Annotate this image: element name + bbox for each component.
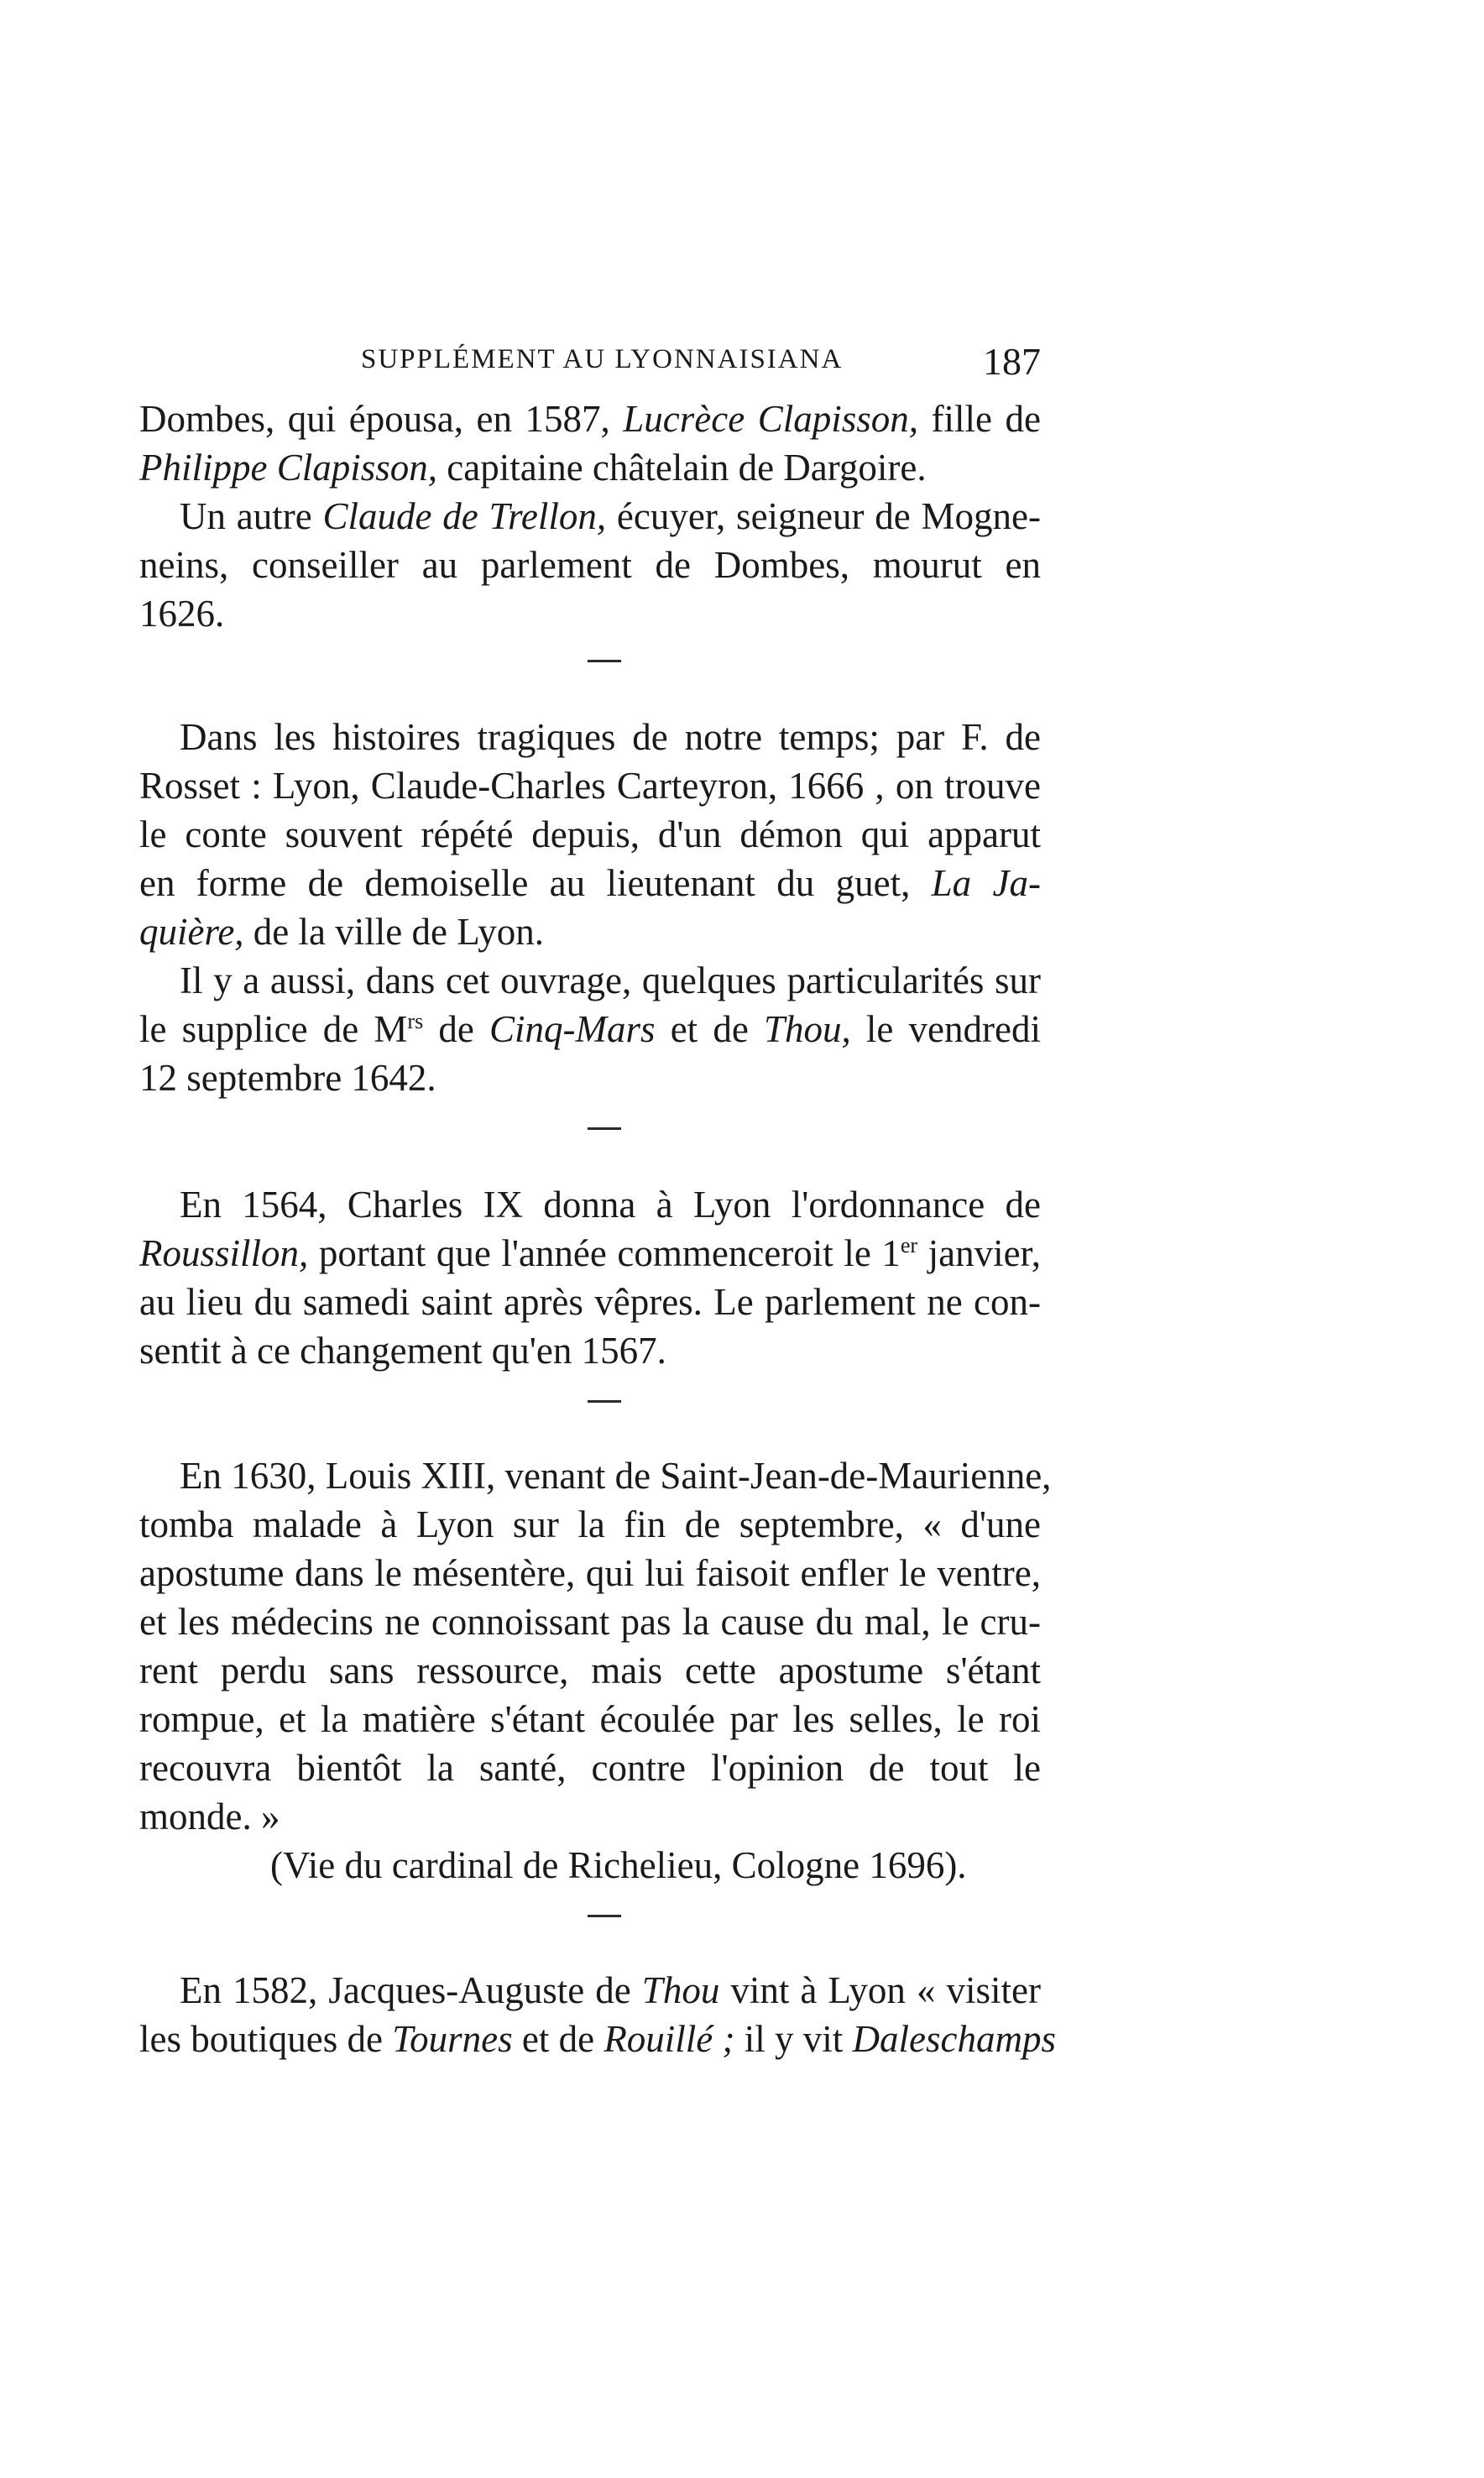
section-separator — [588, 1127, 621, 1130]
section-trellon — [139, 395, 1041, 638]
text-line: Rosset : Lyon, Claude-Charles Carteyron, 1666 , on trouve — [139, 765, 1041, 807]
text-line: 1626. — [139, 593, 225, 635]
text-line: Dombes, qui épousa, en 1587, Lucrèce Clapisson, fille de — [139, 398, 1041, 440]
text-line: les boutiques de Tournes et de Rouillé ; il y vit Daleschamps — [139, 2018, 1057, 2060]
citation: (Vie du cardinal de Richelieu, Cologne 1696). — [270, 1844, 967, 1886]
text-line: et les médecins ne connoissant pas la cause du mal, le cru- — [139, 1601, 1041, 1643]
text-line: en forme de demoiselle au lieutenant du guet, La Ja- — [139, 862, 1041, 904]
text-line: apostume dans le mésentère, qui lui faisoit enfler le ventre, — [139, 1552, 1041, 1594]
text-line: quière, de la ville de Lyon. — [139, 911, 544, 953]
page-number: 187 — [983, 340, 1041, 383]
running-head: SUPPLÉMENT AU LYONNAISIANA — [361, 344, 844, 374]
text-line: rent perdu sans ressource, mais cette apostume s'étant — [139, 1649, 1041, 1691]
text-line: le supplice de $M^{rs}$ de Cinq-Mars et de Thou, le vendredi — [139, 1008, 1041, 1050]
section-louis-xiii — [139, 1451, 1052, 1890]
text-line: 12 septembre 1642. — [139, 1057, 436, 1099]
text-line: au lieu du samedi saint après vêpres. Le parlement ne con- — [139, 1281, 1041, 1323]
section-roussillon — [139, 1180, 1041, 1375]
page-header — [139, 339, 1041, 389]
section-de-thou — [139, 1966, 1057, 2063]
section-separator — [588, 1400, 621, 1403]
section-separator — [588, 1915, 621, 1917]
text-line: neins, conseiller au parlement de Dombes, mourut en — [139, 544, 1041, 586]
text-line: rompue, et la matière s'étant écoulée par les selles, le roi — [139, 1698, 1041, 1740]
body-text — [139, 395, 1057, 2063]
section-histoires-tragiques — [139, 713, 1041, 1102]
text-line: Dans les histoires tragiques de notre temps; par F. de — [180, 716, 1041, 758]
text-line: Un autre Claude de Trellon, écuyer, seigneur de Mogne- — [180, 495, 1042, 537]
text-line: monde. » — [139, 1796, 280, 1838]
text-line: Il y a aussi, dans cet ouvrage, quelques particularités sur — [180, 959, 1041, 1001]
section-separator — [588, 660, 621, 662]
text-line: recouvra bientôt la santé, contre l'opinion de tout le — [139, 1747, 1041, 1789]
text-line: Roussillon, portant que l'année commenceroit le 1er janvier, — [139, 1232, 1041, 1274]
text-line: Philippe Clapisson, capitaine châtelain de Dargoire. — [139, 447, 927, 489]
text-line: En 1564, Charles IX donna à Lyon l'ordonnance de — [180, 1184, 1041, 1226]
text-line: En 1630, Louis XIII, venant de Saint-Jean-de-Maurienne, — [180, 1455, 1052, 1497]
text-line: le conte souvent répété depuis, d'un démon qui apparut — [139, 813, 1041, 855]
text-line: sentit à ce changement qu'en 1567. — [139, 1330, 666, 1372]
text-line: tomba malade à Lyon sur la fin de septembre, « d'une — [139, 1503, 1041, 1545]
text-line: En 1582, Jacques-Auguste de Thou vint à Lyon « visiter — [180, 1969, 1041, 2011]
